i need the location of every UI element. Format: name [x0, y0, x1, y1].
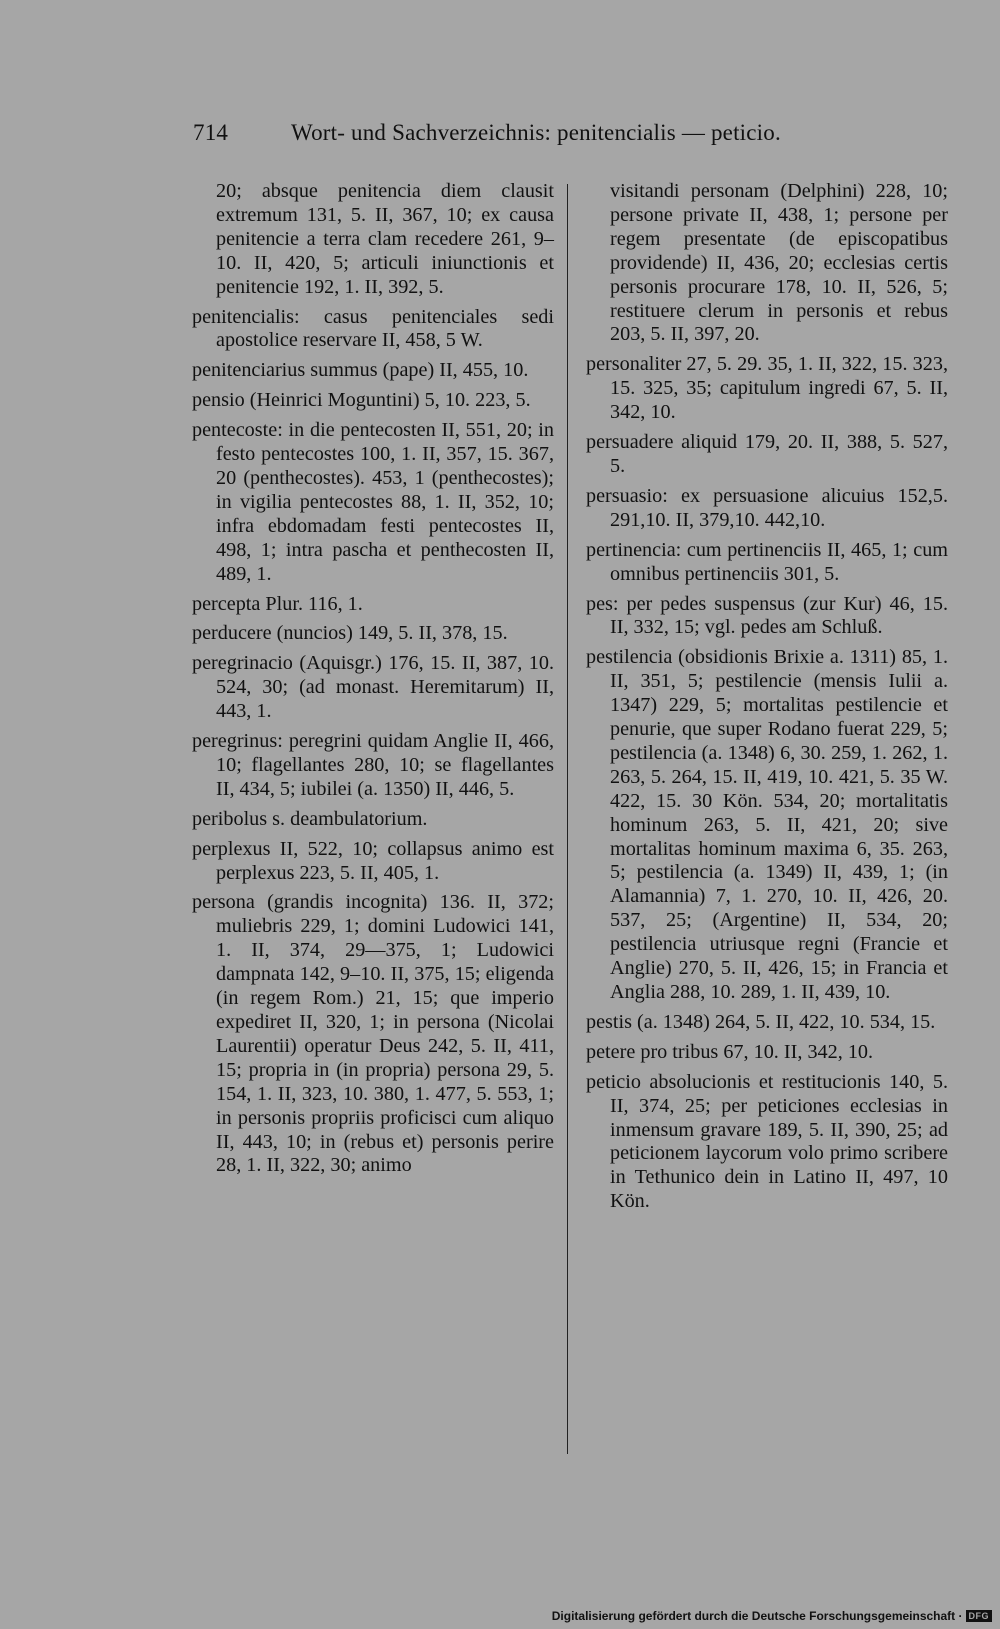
index-entry: pentecoste: in die pentecosten II, 551, 20; in festo pentecostes 100, 1. II, 357, 15. 367, 20 (penthecostes). 453, 1 (penthecostes); in vigilia pentecostes 88, 1. II, 352, 10; infra ebdomadam festi pentecostes II, 498, 1; intra pascha et penthecosten II, 489, 1.	[192, 419, 554, 585]
index-entry: peticio absolucionis et restitucionis 140, 5. II, 374, 25; per peticiones ecclesias in inmensum gravare 189, 5. II, 390, 25; ad peticionem laycorum volo primo scribere in Tethunico dein in Latino II, 497, 10 Kön.	[586, 1070, 948, 1213]
right-column	[586, 180, 948, 1220]
page-header	[193, 120, 853, 146]
dfg-logo: DFG	[966, 1610, 993, 1622]
column-divider	[567, 184, 568, 1454]
index-entry: 20; absque penitencia diem clausit extremum 131, 5. II, 367, 10; ex causa penitencie a terra clam recedere 261, 9–10. II, 420, 5; articuli iniunctionis et penitencie 192, 1. II, 392, 5.	[216, 180, 554, 298]
index-entry: pestis (a. 1348) 264, 5. II, 422, 10. 534, 15.	[586, 1010, 936, 1033]
index-entry: pes: per pedes suspensus (zur Kur) 46, 15. II, 332, 15; vgl. pedes am Schluß.	[586, 592, 948, 639]
index-entry: persuadere aliquid 179, 20. II, 388, 5. 527, 5.	[586, 431, 948, 477]
digitization-footer	[552, 1609, 992, 1623]
index-entry: persona (grandis incognita) 136. II, 372; muliebris 229, 1; domini Ludowici 141, 1. II, 374, 29—375, 1; Ludowici dampnata 142, 9–10. II, 375, 15; eligenda (in regem Rom.) 21, 15; que imperio expediret II, 320, 1; in persona (Nicolai Laurentii) operatur Deus 242, 5. II, 411, 15; propria in (in propria) persona 29, 5. 154, 1. II, 323, 10. 380, 1. 477, 5. 553, 1; in personis propriis proficisci cum aliquo II, 443, 10; in (rebus et) personis perire 28, 1. II, 322, 30; animo	[192, 891, 554, 1177]
index-entry: pestilencia (obsidionis Brixie a. 1311) 85, 1. II, 351, 5; pestilencie (mensis Iulii a. 1347) 229, 5; mortalitas pestilencie et penurie, que super Rodano fuerat 229, 5; pestilencia (a. 1348) 6, 30. 259, 1. 262, 1. 263, 5. 264, 15. II, 419, 10. 421, 5. 35 W. 422, 15. 30 Kön. 534, 20; mortalitatis hominum 263, 5. II, 421, 20; sive mortalitas hominum maxima 6, 35. 263, 5; pestilencia (a. 1349) II, 439, 1; (in Alamannia) 7, 1. 270, 10. II, 426, 20. 537, 25; (Argentine) II, 534, 20; pestilencia utriusque regni (Francie et Anglie) 270, 5. II, 426, 15; in Francia et Anglia 288, 10. 289, 1. II, 439, 10.	[586, 646, 948, 1003]
index-entry: penitencialis: casus penitenciales sedi apostolice reservare II, 458, 5 W.	[192, 305, 554, 352]
page-number: 714	[193, 120, 229, 145]
index-entry: personaliter 27, 5. 29. 35, 1. II, 322, 15. 323, 15. 325, 35; capitulum ingredi 67, 5. II, 342, 10.	[586, 353, 948, 424]
index-entry: pertinencia: cum pertinenciis II, 465, 1; cum omnibus pertinenciis 301, 5.	[586, 538, 948, 585]
left-column	[192, 180, 554, 1184]
index-entry: pensio (Heinrici Moguntini) 5, 10. 223, 5.	[192, 389, 531, 412]
index-entry: peribolus s. deambulatorium.	[192, 807, 428, 830]
index-entry: penitenciarius summus (pape) II, 455, 10.	[192, 359, 529, 382]
index-entry: perducere (nuncios) 149, 5. II, 378, 15.	[192, 622, 508, 645]
index-entry: percepta Plur. 116, 1.	[192, 592, 363, 615]
page-title: Wort- und Sachverzeichnis: penitencialis — peticio.	[291, 120, 781, 145]
index-entry: peregrinus: peregrini quidam Anglie II, 466, 10; flagellantes 280, 10; se flagellantes II, 434, 5; iubilei (a. 1350) II, 446, 5.	[192, 730, 554, 800]
index-entry: perplexus II, 522, 10; collapsus animo est perplexus 223, 5. II, 405, 1.	[192, 837, 554, 884]
index-entry: persuasio: ex persuasione alicuius 152,5. 291,10. II, 379,10. 442,10.	[586, 484, 948, 531]
index-entry: visitandi personam (Delphini) 228, 10; persone private II, 438, 1; persone per regem presentate (de episcopatibus providende) II, 436, 20; ecclesias certis personis procurare 178, 10. II, 526, 5; restituere clerum in personis et rebus 203, 5. II, 397, 20.	[610, 180, 948, 346]
index-entry: petere pro tribus 67, 10. II, 342, 10.	[586, 1040, 874, 1063]
footer-text: Digitalisierung gefördert durch die Deutsche Forschungsgemeinschaft ·	[551, 1609, 963, 1623]
index-entry: peregrinacio (Aquisgr.) 176, 15. II, 387, 10. 524, 30; (ad monast. Heremitarum) II, 443, 1.	[192, 652, 554, 723]
